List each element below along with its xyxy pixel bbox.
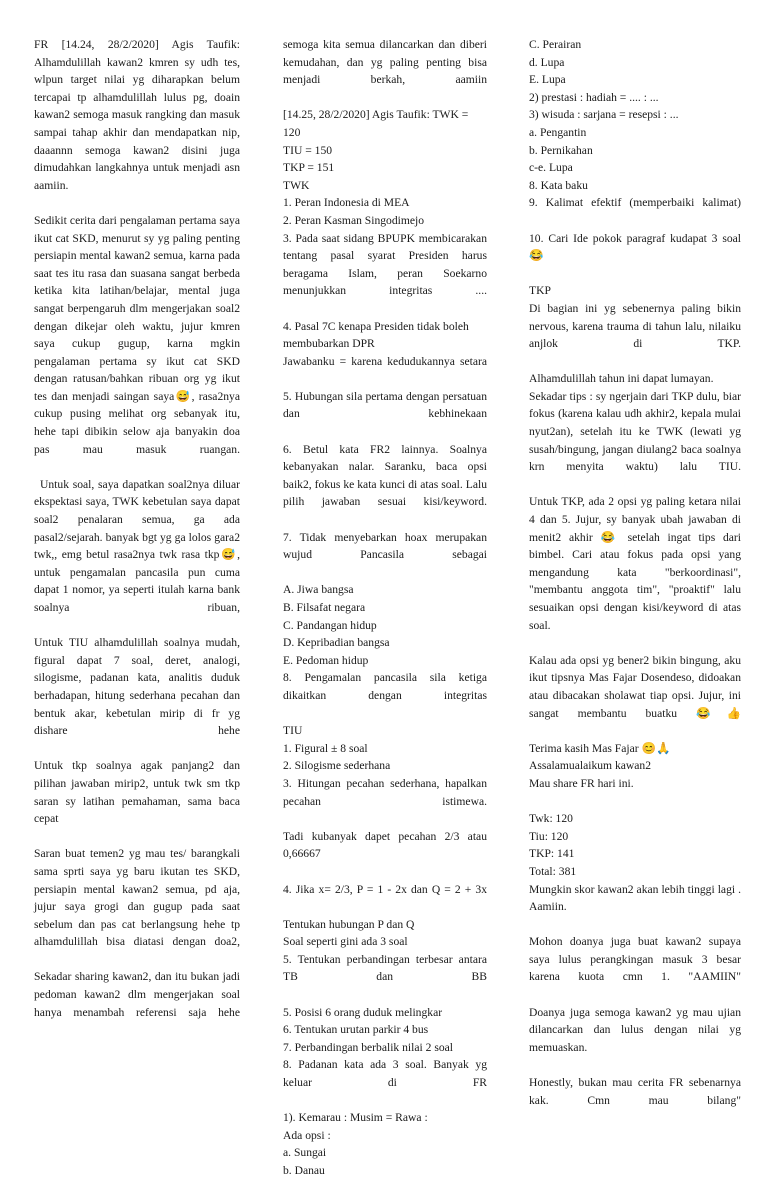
option-item: A. Jiwa bangsa <box>283 583 354 597</box>
paragraph: Mungkin skor kawan2 akan lebih tinggi lagi . Aamiin. <box>529 882 741 914</box>
list-item: 1. Figural ± 8 soal <box>283 741 368 755</box>
list-item: 4. Jika x= 2/3, P = 1 - 2x dan Q = 2 + 3x <box>283 882 487 896</box>
list-item: 5. Hubungan sila pertama dengan persatuan dan kebhinekaan <box>283 389 487 421</box>
paragraph: Untuk soal, saya dapatkan soal2nya diluar ekspektasi saya, TWK kebetulan saya dapat soal2 penalaran semua, ga ada pasal2/sejarah. banyak bgt yg ga lolos gara2 twk,, emg betul rasa2nya twk rasa tkp😅, untuk pengamalan pancasila pun cuma dapat 1 nomor, ya seperti itulah karna bank soalnya ribuan, <box>34 477 240 614</box>
section-heading: TKP <box>529 284 551 298</box>
blank-line <box>529 793 741 811</box>
list-item: 2) prestasi : hadiah = .... : ... <box>529 90 659 104</box>
line: Ada opsi : <box>283 1128 331 1142</box>
paragraph: Sekadar sharing kawan2, dan itu bukan jadi pedoman kawan2 dlm mengerjakan soal hanya menambah referensi saja hehe <box>34 970 240 1019</box>
option-item: c-e. Lupa <box>529 161 573 175</box>
line: Terima kasih Mas Fajar 😊🙏 <box>529 741 671 755</box>
option-item: D. Kepribadian bangsa <box>283 636 390 650</box>
paragraph: Honestly, bukan mau cerita FR sebenarnya kak. Cmn mau bilang" <box>529 1076 741 1107</box>
paragraph: Saran buat temen2 yg mau tes/ barangkali sama sprti saya yg baru ikutan tes SKD, persiapin mental kawan2 semua, pd aja, jujur saya grogi dan gugup pada saat sebelum dan pas cat berlangsung hehe tp alhamdulillah bisa diatasi dengan doa2, <box>34 847 240 949</box>
score-line: TKP: 141 <box>529 847 575 861</box>
list-item: 7. Tidak menyebarkan hoax merupakan wujud Pancasila sebagai <box>283 530 487 562</box>
option-item: C. Perairan <box>529 38 582 51</box>
score-total: Total: 381 <box>529 864 577 878</box>
list-item: 3. Pada saat sidang BPUPK membicarakan tentang pasal syarat Presiden harus beragama Islam, peran Soekarno menunjukkan integritas .... <box>283 231 487 298</box>
paragraph: Untuk TKP, ada 2 opsi yg paling ketara nilai 4 dan 5. Jujur, sy banyak ubah jawaban di menit2 akhir 😂 setelah ingat tips dari bimbel. Cari atau fokus pada opsi yang mengandung kata "berkoordinasi", "membantu anggota tim", "proaktif" lalu sesuaikan opsi dengan kisi/keyword di atas soal. <box>529 495 741 632</box>
paragraph: Alhamdulillah tahun ini dapat lumayan. <box>529 372 714 386</box>
paragraph: [14.25, 28/2/2020] Agis Taufik: TWK = 120 <box>283 108 469 139</box>
option-item: a. Sungai <box>283 1146 327 1160</box>
list-item: 1. Peran Indonesia di MEA <box>283 196 410 210</box>
option-item: C. Pandangan hidup <box>283 618 377 632</box>
list-item: 3) wisuda : sarjana = resepsi : ... <box>529 108 679 122</box>
line: Jawabanku = karena kedudukannya setara <box>283 354 487 368</box>
line: TIU = 150 <box>283 143 333 157</box>
score-line: Twk: 120 <box>529 812 573 826</box>
list-item: 5. Posisi 6 orang duduk melingkar <box>283 1005 443 1019</box>
list-item: 2. Peran Kasman Singodimejo <box>283 213 425 227</box>
paragraph: Untuk TIU alhamdulillah soalnya mudah, figural dapat 7 soal, deret, analogi, silogisme, padanan kata, analitis duduk berhadapan, hitung sederhana pecahan dan bentuk akar, kebetulan mirip di fr yg dishare hehe <box>34 636 240 738</box>
list-item: 6. Betul kata FR2 lainnya. Soalnya kebanyakan nalar. Saranku, baca opsi baik2, fokus ke kata kunci di atas soal. Lalu pilih jawaban sesuai kisi/keyword. <box>283 442 487 509</box>
line: Soal seperti gini ada 3 soal <box>283 935 408 949</box>
text-column-right <box>529 36 741 1107</box>
score-line: Tiu: 120 <box>529 829 569 843</box>
option-item: E. Pedoman hidup <box>283 653 369 667</box>
paragraph: Doanya juga semoga kawan2 yg mau ujian dilancarkan dan lulus dengan nilai yg memuaskan. <box>529 1005 741 1054</box>
list-item: 6. Tentukan urutan parkir 4 bus <box>283 1023 429 1037</box>
paragraph: Sekadar tips : sy ngerjain dari TKP dulu, biar fokus (karena kalau udh akhir2, kepala mulai nyut2an), setelah itu ke TWK (lewati yg susah/bingung, jangan diulang2 baca soalnya krn menyita waktu) lalu TIU. <box>529 389 741 474</box>
list-item: 5. Tentukan perbandingan terbesar antara TB dan BB <box>283 952 487 984</box>
list-item: 8. Padanan kata ada 3 soal. Banyak yg keluar di FR <box>283 1058 487 1090</box>
paragraph: Untuk tkp soalnya agak panjang2 dan pilihan jawaban mirip2, untuk twk sm tkp saran sy latihan pemahaman, sama baca cepat <box>34 759 240 826</box>
line: Assalamualaikum kawan2 <box>529 759 652 773</box>
list-item: 4. Pasal 7C kenapa Presiden tidak boleh membubarkan DPR <box>283 319 469 351</box>
list-item: 9. Kalimat efektif (memperbaiki kalimat) <box>529 196 741 210</box>
option-item: B. Filsafat negara <box>283 601 366 614</box>
list-item: 8. Pengamalan pancasila sila ketiga dikaitkan dengan integritas <box>283 671 487 702</box>
line: TKP = 151 <box>283 161 335 175</box>
text-column-left <box>34 36 240 1018</box>
paragraph: Di bagian ini yg sebenernya paling bikin nervous, karena trauma di tahun lalu, nilaiku anjlok di TKP. <box>529 301 741 351</box>
list-item: 2. Silogisme sederhana <box>283 759 391 773</box>
paragraph: Mohon doanya juga buat kawan2 supaya saya lulus perangkingan masuk 3 besar karena kuota cmn 1. "AAMIIN" <box>529 935 741 984</box>
list-item: 8. Kata baku <box>529 178 588 192</box>
section-heading: TWK <box>283 178 310 192</box>
paragraph: Kalau ada opsi yg bener2 bikin bingung, aku ikut tipsnya Mas Fajar Dosendeso, didoakan atau dibacakan sholawat tiap opsi. Jujur, ini sangat membantu buatku 😂👍 <box>529 653 741 720</box>
option-item: a. Pengantin <box>529 125 587 139</box>
option-item: b. Pernikahan <box>529 143 593 157</box>
paragraph: semoga kita semua dilancarkan dan diberi kemudahan, dan yg paling penting bisa menjadi berkah, aamiin <box>283 38 487 87</box>
list-item: 7. Perbandingan berbalik nilai 2 soal <box>283 1040 454 1054</box>
paragraph: FR [14.24, 28/2/2020] Agis Taufik: Alhamdulillah kawan2 kmren sy udh tes, wlpun target nilai yg diharapkan belum tercapai tp alhamdulillah lulus pg, doain kawan2 semoga masuk rangking dan masuk sampai tahap akhir dan mendapatkan nip, daaannn semoga kawan2 disini juga dimudahkan langkahnya untuk menjadi asn aamiin. <box>34 38 240 192</box>
list-item: 1). Kemarau : Musim = Rawa : <box>283 1111 428 1125</box>
line: Mau share FR hari ini. <box>529 776 634 790</box>
line: Tadi kubanyak dapet pecahan 2/3 atau 0,66667 <box>283 829 487 861</box>
option-item: d. Lupa <box>529 55 565 69</box>
list-item: 10. Cari Ide pokok paragraf kudapat 3 soal 😂 <box>529 231 741 263</box>
line: Tentukan hubungan P dan Q <box>283 917 415 931</box>
section-heading: TIU <box>283 724 303 738</box>
option-item: E. Lupa <box>529 73 566 87</box>
list-item: 3. Hitungan pecahan sederhana, hapalkan pecahan istimewa. <box>283 776 487 808</box>
option-item: b. Danau <box>283 1164 325 1177</box>
text-column-middle <box>283 36 487 1177</box>
paragraph: Sedikit cerita dari pengalaman pertama saya ikut cat SKD, menurut sy yg paling penting persiapin mental kawan2 semua, karna pada saat tes itu rasa dan suasana sangat berbeda ketika kita latihan/belajar, mental juga sangat berpengaruh dlm mengerjakan soal2 dengan dikejar oleh waktu, jujur kmren saya cukup gugup, karna mgkin pengalaman pertama sy ikut cat SKD dengan ratusan/bahkan ribuan org yg ikut tes dan menjadi saingan saya😅, rasa2nya cukup pusing melihat org sebanyak itu, hehe tapi dibikin selow aja banyakin doa pas mau masuk ruangan. <box>34 213 240 456</box>
